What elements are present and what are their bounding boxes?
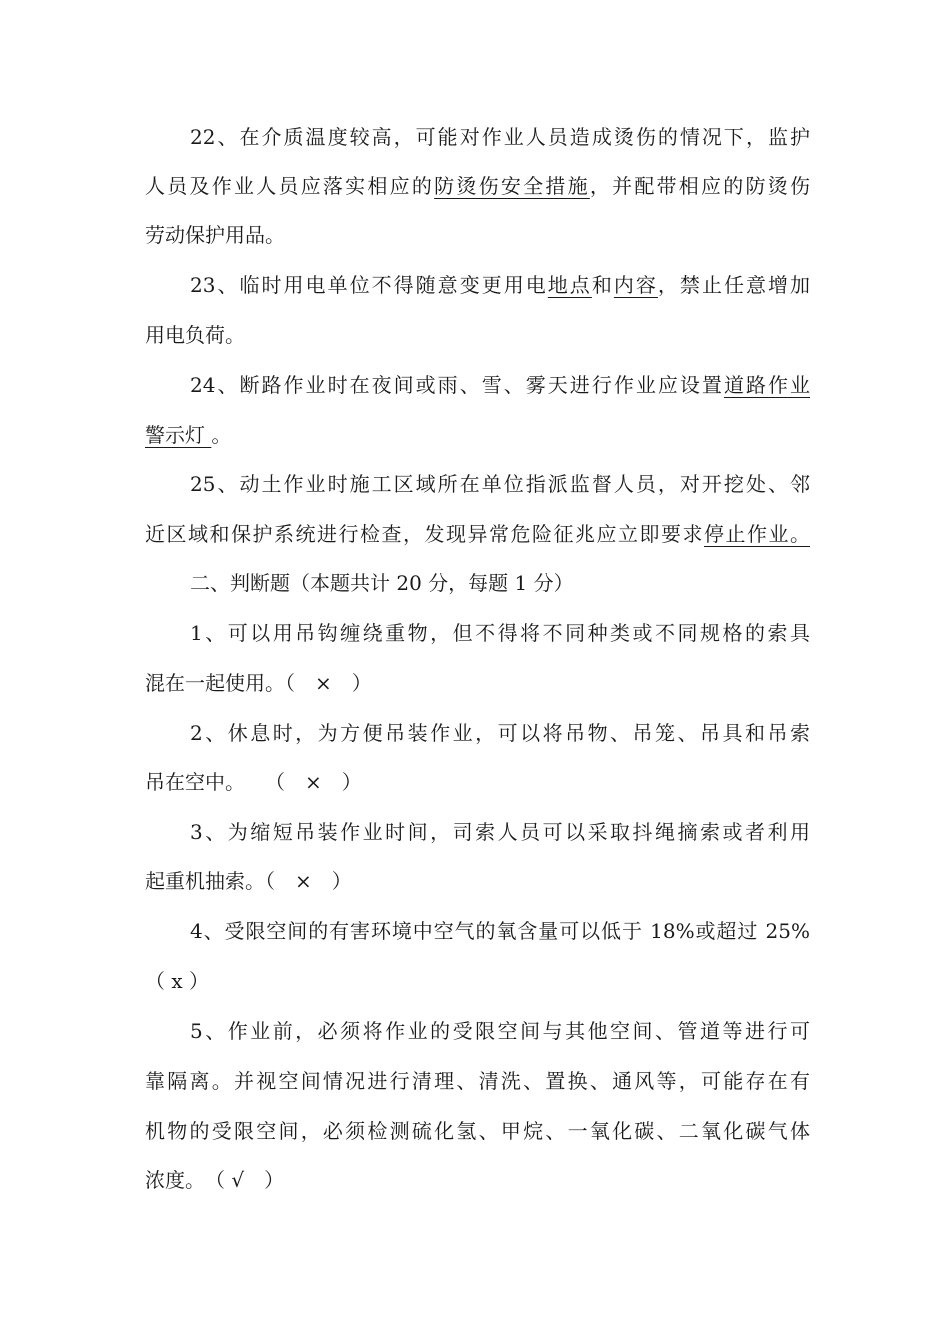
tf-q3-line-1: 3、为缩短吊装作业时间，司索人员可以采取抖绳摘索或者利用 — [190, 820, 810, 844]
q22-line-3: 劳动保护用品。 — [145, 223, 285, 247]
q24-line-1-pre: 24、断路作业时在夜间或雨、雪、雾天进行作业应设置 — [190, 373, 724, 397]
tf-q2-line-2: 吊在空中。 （ × ） — [145, 770, 362, 794]
q22-answer-blank: 防烫伤安全措施 — [434, 174, 590, 198]
q22-line-2 — [145, 171, 810, 201]
q24-answer-blank-part-1: 道路作业 — [723, 373, 810, 397]
q23-line-2: 用电负荷。 — [145, 323, 245, 347]
tf-q4-line-1: 4、受限空间的有害环境中空气的氧含量可以低于 18%或超过 25% — [190, 919, 810, 943]
tf-q5-line-3: 机物的受限空间，必须检测硫化氢、甲烷、一氧化碳、二氧化碳气体 — [145, 1119, 810, 1143]
q22-line-2-pre: 人员及作业人员应落实相应的 — [145, 174, 435, 198]
q24-line-2 — [145, 420, 810, 450]
tf-q5-line-4: 浓度。 （ √ ） — [145, 1168, 285, 1192]
tf-q5-line-2: 靠隔离。并视空间情况进行清理、清洗、置换、通风等，可能存在有 — [145, 1069, 810, 1093]
q23-answer-blank-2: 内容 — [613, 273, 658, 297]
tf-q1-line-2: 混在一起使用。（ × ） — [145, 671, 372, 695]
q23-line-1-mid: 和 — [591, 273, 614, 297]
q22-line-1: 22、在介质温度较高，可能对作业人员造成烫伤的情况下，监护 — [190, 125, 810, 149]
q24-line-2-post: 。 — [211, 423, 232, 447]
q24-answer-blank-part-2: 警示灯 — [145, 423, 212, 447]
tf-q4-line-2: （ x ） — [145, 969, 209, 993]
q24-line-1 — [190, 370, 810, 400]
q23-line-1-post: ，禁止任意增加 — [657, 273, 811, 297]
tf-q2-line-1: 2、休息时，为方便吊装作业，可以将吊物、吊笼、吊具和吊索 — [190, 721, 810, 745]
section-title: 二、判断题（本题共计 20 分，每题 1 分） — [190, 571, 574, 595]
q25-line-1: 25、动土作业时施工区域所在单位指派监督人员，对开挖处、邻 — [190, 472, 810, 496]
q22-line-2-post: ，并配带相应的防烫伤 — [589, 174, 811, 198]
q23-answer-blank-1: 地点 — [547, 273, 592, 297]
q25-answer-blank: 停止作业。 — [704, 522, 810, 546]
q25-line-2 — [145, 519, 810, 549]
tf-q3-line-2: 起重机抽索。（ × ） — [145, 869, 352, 893]
q23-line-1 — [190, 270, 810, 300]
tf-q1-line-1: 1、可以用吊钩缠绕重物，但不得将不同种类或不同规格的索具 — [190, 621, 810, 645]
q23-line-1-pre: 23、临时用电单位不得随意变更用电 — [190, 273, 548, 297]
tf-q5-line-1: 5、作业前，必须将作业的受限空间与其他空间、管道等进行可 — [190, 1019, 810, 1043]
q25-line-2-pre: 近区域和保护系统进行检查，发现异常危险征兆应立即要求 — [145, 522, 704, 546]
